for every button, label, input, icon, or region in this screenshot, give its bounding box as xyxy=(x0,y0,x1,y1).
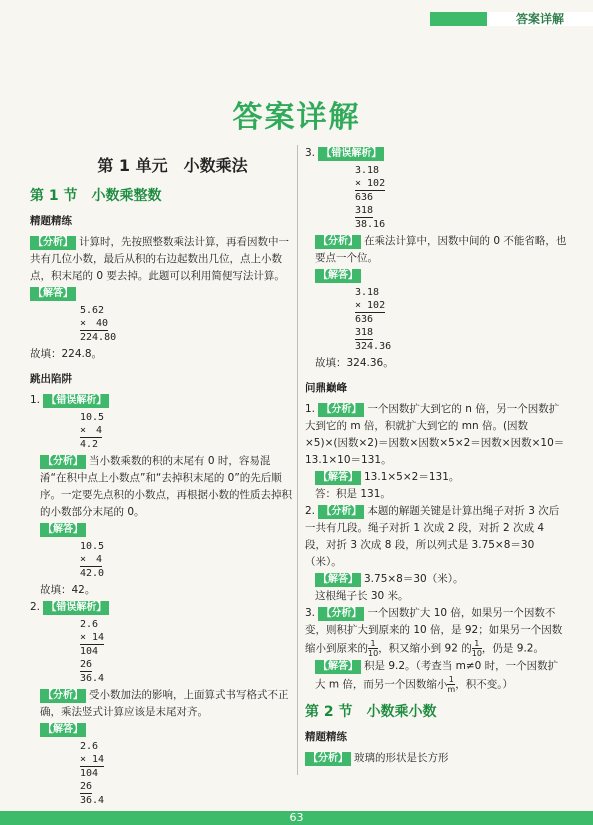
tag-answer: 【解答】 xyxy=(315,269,361,283)
calc-line: 26 xyxy=(80,781,93,792)
analysis-text: 当小数乘数的积的末尾有 0 时，容易混淆“在积中点上小数点”和“去掉积末尾的 0”的先后顺序。一定要先点积的小数点，再根据小数的性质去掉积的小数部分末尾的 0。 xyxy=(40,455,292,518)
section-title: 第 1 节 小数乘整数 xyxy=(30,188,162,204)
calc-line: 636 xyxy=(355,314,374,325)
question-number: 1. xyxy=(30,394,41,406)
tag-answer: 【解答】 xyxy=(40,523,86,537)
calc-line: 26 xyxy=(80,659,93,670)
answer-text: 故填：324.36。 xyxy=(315,357,394,369)
problem-3 xyxy=(305,605,567,658)
vertical-calc xyxy=(80,740,295,807)
fraction-numerator: 1 xyxy=(448,675,454,684)
answer-row xyxy=(305,658,567,694)
tag-analysis: 【分析】 xyxy=(315,235,361,249)
calc-result: 4.2 xyxy=(80,439,99,450)
subheading-wdxf: 问鼎巅峰 xyxy=(305,382,347,394)
answer-text: 13.1×5×2＝131。 xyxy=(364,471,460,483)
answer-row xyxy=(305,469,567,486)
error-row xyxy=(30,599,295,616)
calc-line: × 102 xyxy=(355,300,386,311)
subheading-tcxj: 跳出陷阱 xyxy=(30,373,72,385)
calc-result: 36.4 xyxy=(80,795,105,806)
calc-line: × 102 xyxy=(355,178,386,189)
problem-2 xyxy=(305,503,567,571)
analysis-paragraph xyxy=(30,453,295,521)
analysis-paragraph xyxy=(30,234,295,285)
calc-line: 3.18 xyxy=(355,165,380,176)
tag-answer: 【解答】 xyxy=(30,287,76,301)
error-row xyxy=(305,145,567,162)
column-divider xyxy=(297,145,298,775)
answer-label-row xyxy=(30,285,295,302)
answer-text: 这根绳子长 30 米。 xyxy=(315,590,409,602)
right-column xyxy=(305,145,567,767)
tag-analysis: 【分析】 xyxy=(30,236,76,250)
fraction-numerator: 1 xyxy=(368,639,378,649)
left-column xyxy=(30,145,295,809)
calc-result: 224.80 xyxy=(80,332,117,343)
vertical-calc xyxy=(80,618,295,685)
answer-label-row xyxy=(30,721,295,738)
calc-line: 10.5 xyxy=(80,412,105,423)
calc-line: 2.6 xyxy=(80,741,99,752)
problem-1 xyxy=(305,401,567,469)
tag-analysis: 【分析】 xyxy=(318,505,364,519)
analysis-text: 一个因数扩大到它的 n 倍，另一个因数扩大到它的 m 倍，积就扩大到它的 mn 倍。(因数×5)×(因数×2)＝因数×因数×5×2＝因数×因数×10＝13.1×10＝131。 xyxy=(305,403,565,466)
answer-text: 故填：224.8。 xyxy=(30,348,103,360)
calc-line: × 14 xyxy=(80,632,105,643)
calc-line: 636 xyxy=(355,192,374,203)
calc-line: 104 xyxy=(80,768,99,779)
answer-text: ，积不变。） xyxy=(455,678,513,691)
answer-text: 故填：42。 xyxy=(40,584,96,596)
tag-analysis: 【分析】 xyxy=(318,607,364,621)
vertical-calc xyxy=(80,411,295,451)
analysis-text: 本题的解题关键是计算出绳子对折 3 次后一共有几段。绳子对折 1 次成 2 段，对折 2 次成 4 段，对折 3 次成 8 段，所以列式是 3.75×8＝30（米）。 xyxy=(305,505,560,568)
analysis-paragraph xyxy=(30,687,295,721)
answer-row xyxy=(305,571,567,588)
fraction-denominator: 10 xyxy=(471,649,482,658)
answer-text: 3.75×8＝30（米）。 xyxy=(364,573,464,585)
calc-line: × 40 xyxy=(80,318,109,329)
calc-line: 318 xyxy=(355,205,374,216)
tag-answer: 【解答】 xyxy=(40,723,86,737)
fraction xyxy=(472,639,482,658)
calc-line: 10.5 xyxy=(80,541,105,552)
tag-error: 【错误解析】 xyxy=(43,394,109,408)
calc-result: 38.16 xyxy=(355,219,386,230)
tag-analysis: 【分析】 xyxy=(305,752,351,766)
fraction-denominator: 10 xyxy=(368,649,379,658)
unit-title: 第 1 单元 小数乘法 xyxy=(97,156,248,175)
analysis-text: 玻璃的形状是长方形 xyxy=(354,752,449,764)
question-number: 2. xyxy=(30,601,41,613)
subheading-jxjl: 精题精练 xyxy=(30,215,72,227)
tag-error: 【错误解析】 xyxy=(318,147,384,161)
calc-line: 104 xyxy=(80,646,99,657)
page-title: 答案详解 xyxy=(232,100,361,135)
calc-line: × 14 xyxy=(80,754,105,765)
vertical-calc xyxy=(355,164,567,231)
fraction xyxy=(368,639,378,658)
header-title: 答案详解 xyxy=(487,12,593,26)
tag-error: 【错误解析】 xyxy=(43,601,109,615)
calc-result: 42.0 xyxy=(80,568,105,579)
calc-line: × 4 xyxy=(80,554,103,565)
vertical-calc xyxy=(80,304,295,344)
question-number: 3. xyxy=(305,607,316,619)
analysis-text: 在乘法计算中，因数中间的 0 不能省略，也要点一个位。 xyxy=(315,235,567,264)
calc-result: 36.4 xyxy=(80,673,105,684)
tag-answer: 【解答】 xyxy=(315,471,361,485)
tag-analysis: 【分析】 xyxy=(40,455,86,469)
vertical-calc xyxy=(80,540,295,580)
answer-label-row xyxy=(305,267,567,284)
analysis-text: 受小数加法的影响，上面算式书写格式不正确，乘法竖式计算应该是末尾对齐。 xyxy=(40,689,289,718)
answer-text: 答：积是 131。 xyxy=(315,488,391,500)
question-number: 3. xyxy=(305,147,316,159)
tag-answer: 【解答】 xyxy=(315,573,361,587)
subheading-jxjl: 精题精练 xyxy=(305,731,347,743)
question-number: 1. xyxy=(305,403,316,415)
analysis-text: ，积又缩小到 92 的 xyxy=(378,642,472,655)
question-number: 2. xyxy=(305,505,316,517)
tag-analysis: 【分析】 xyxy=(40,689,86,703)
page-number: 63 xyxy=(0,811,593,825)
calc-line: 2.6 xyxy=(80,619,99,630)
fraction-numerator: 1 xyxy=(472,639,482,649)
tag-answer: 【解答】 xyxy=(315,660,361,674)
section-title: 第 2 节 小数乘小数 xyxy=(305,704,437,720)
calc-result: 324.36 xyxy=(355,341,392,352)
vertical-calc xyxy=(355,286,567,353)
analysis-text: 计算时，先按照整数乘法计算，再看因数中一共有几位小数，最后从积的右边起数出几位，点上小数点，积末尾的 0 要去掉。此题可以利用简便写法计算。 xyxy=(30,236,289,282)
answer-label-row xyxy=(30,521,295,538)
calc-line: 318 xyxy=(355,327,374,338)
analysis-text: ，仍是 9.2。 xyxy=(481,642,544,655)
calc-line: 5.62 xyxy=(80,305,105,316)
tag-analysis: 【分析】 xyxy=(318,403,364,417)
analysis-paragraph xyxy=(305,233,567,267)
analysis-paragraph xyxy=(305,750,567,767)
fraction-denominator: m xyxy=(447,685,456,694)
analysis-text: 一个因数扩大 10 倍，如果另一个因数不变，则积扩大到原来的 10 倍，是 92；如果另一个因数缩小到原来的 xyxy=(305,607,563,655)
calc-line: 3.18 xyxy=(355,287,380,298)
error-row xyxy=(30,392,295,409)
answer-text: 积是 9.2。（考查当 m≠0 时，一个因数扩大 m 倍，而另一个因数缩小 xyxy=(315,660,559,691)
calc-line: × 4 xyxy=(80,425,103,436)
